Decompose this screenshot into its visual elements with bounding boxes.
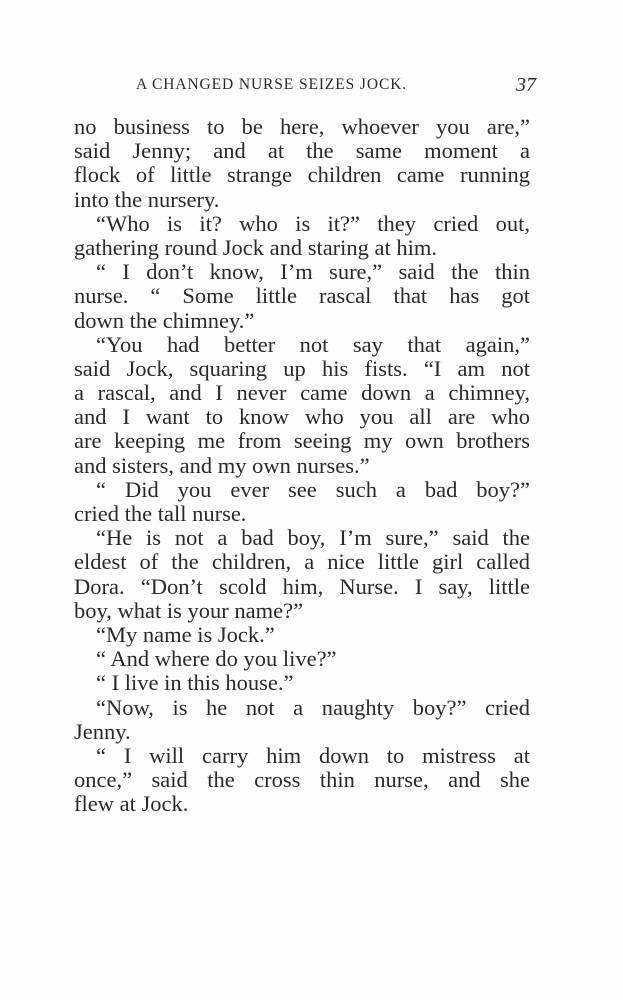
text-line: gathering round Jock and staring at him. [74,234,438,260]
body-text [74,115,530,816]
text-line: “Now, is he not a naughty boy?” cried [96,694,530,720]
text-line: “My name is Jock.” [96,621,275,647]
text-line: Dora. “Don’t scold him, Nurse. I say, little [74,573,530,599]
text-line: down the chimney.” [74,307,255,333]
text-line: “You had better not say that again,” [96,331,530,357]
text-line: flock of little strange children came running [74,162,530,188]
text-line: “ And where do you live?” [96,646,337,672]
text-line: “ I don’t know, I’m sure,” said the thin [96,259,530,285]
text-line: no business to be here, whoever you are,” [74,114,530,139]
text-line: cried the tall nurse. [74,501,247,526]
text-line: and I want to know who you all are who [74,404,530,430]
text-line: “ Did you ever see such a bad boy?” [96,476,530,502]
text-line: nurse. “ Some little rascal that has got [74,283,530,309]
text-line: “ I live in this house.” [96,670,294,696]
text-line: Jenny. [74,718,131,744]
text-line: a rascal, and I never came down a chimney, [74,380,530,406]
text-line: “Who is it? who is it?” they cried out, [96,210,530,236]
running-head [136,74,536,104]
text-line: and sisters, and my own nurses.” [74,452,370,478]
text-line: “He is not a bad boy, I’m sure,” said the [96,525,530,551]
text-line: eldest of the children, a nice little girl called [74,549,530,575]
text-line: boy, what is your name?” [74,597,304,623]
text-line: said Jock, squaring up his fists. “I am not [74,355,530,381]
chapter-heading: A CHANGED NURSE SEIZES JOCK. [136,76,408,93]
text-line: “ I will carry him down to mistress at [96,742,530,768]
page-number: 37 [516,74,536,96]
text-line: said Jenny; and at the same moment a [74,138,530,164]
text-line: into the nursery. [74,186,220,212]
text-line: flew at Jock. [74,791,189,817]
text-line: are keeping me from seeing my own brothers [74,428,530,454]
text-line: once,” said the cross thin nurse, and she [74,767,530,793]
